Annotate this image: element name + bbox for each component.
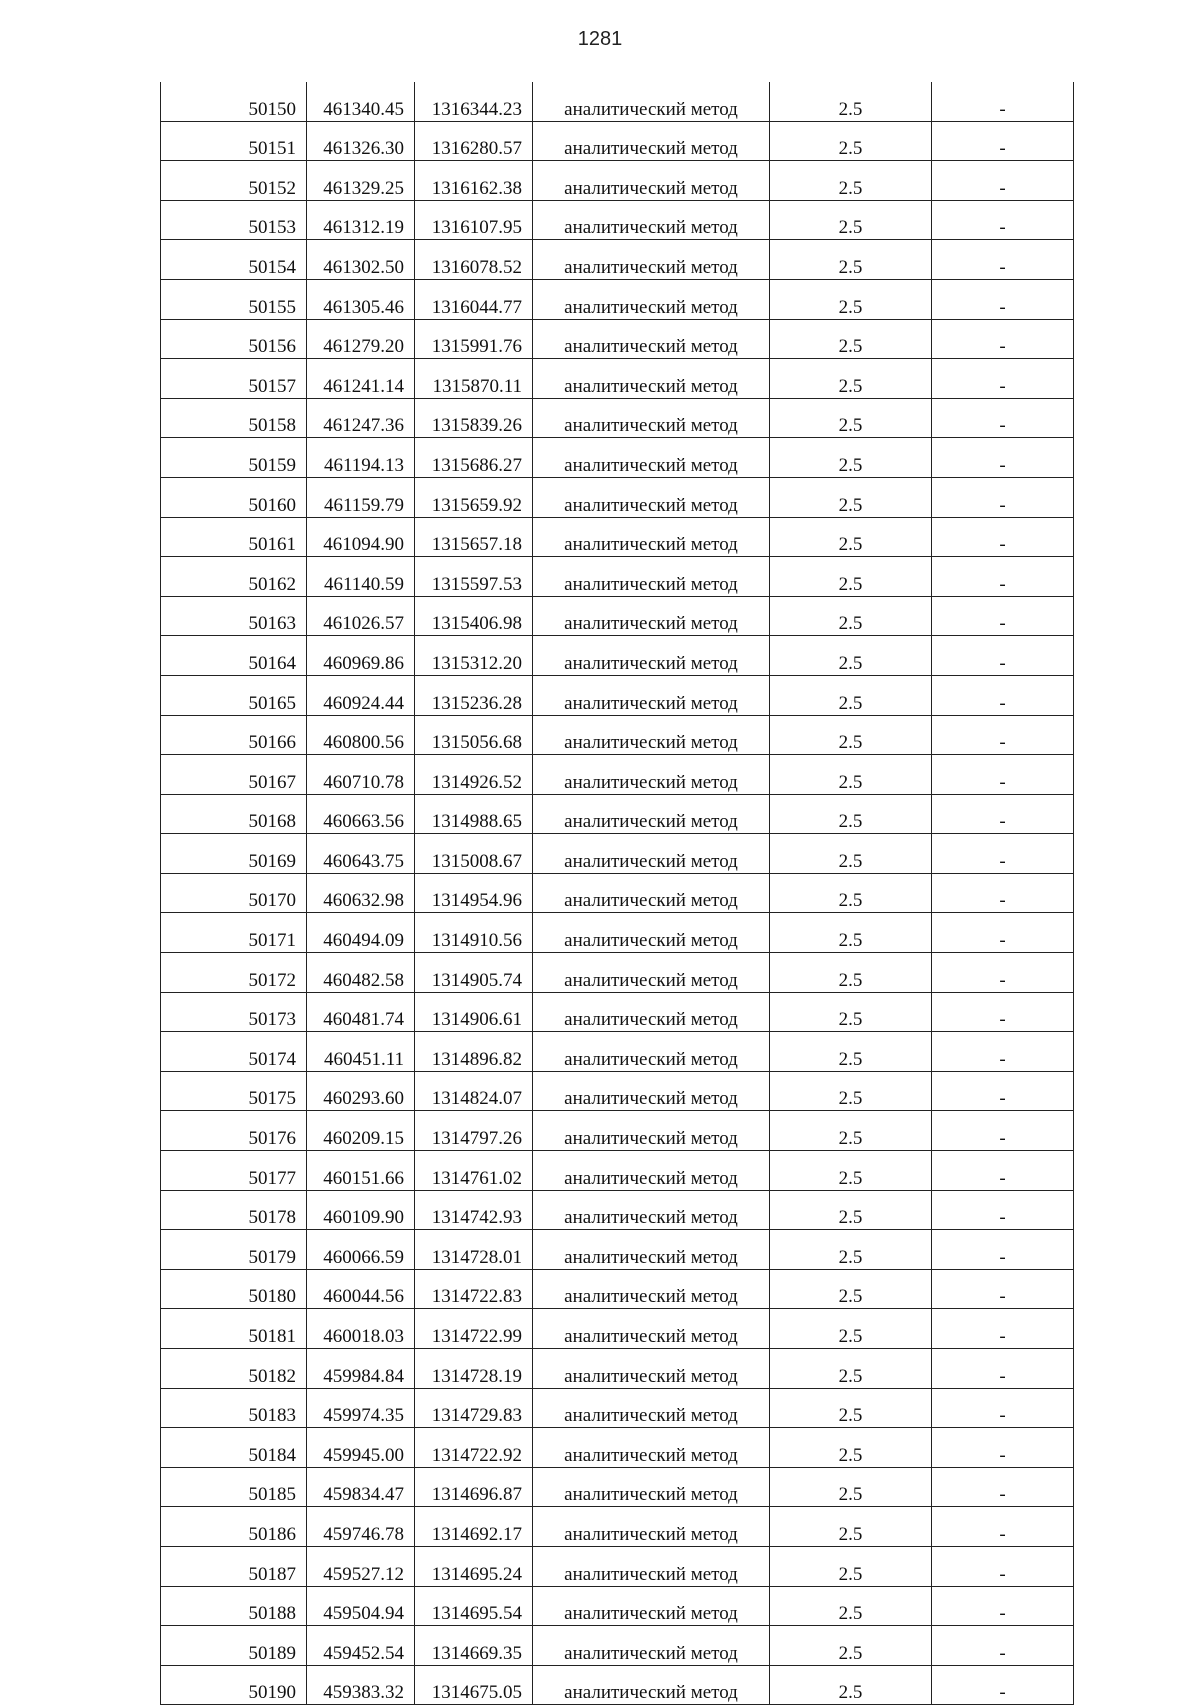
method-cell: аналитический метод [533,834,770,874]
x-coordinate-cell: 460800.56 [307,715,415,755]
x-coordinate-cell: 460293.60 [307,1071,415,1111]
x-coordinate-cell: 459383.32 [307,1665,415,1705]
point-number-cell: 50158 [161,398,307,438]
accuracy-cell: 2.5 [770,596,932,636]
method-cell: аналитический метод [533,1546,770,1586]
method-cell: аналитический метод [533,1388,770,1428]
table-row [161,834,1074,874]
method-cell: аналитический метод [533,1230,770,1270]
x-coordinate-cell: 461194.13 [307,438,415,478]
table-row [161,1032,1074,1072]
note-cell: - [932,992,1074,1032]
note-cell: - [932,1388,1074,1428]
y-coordinate-cell: 1314742.93 [415,1190,533,1230]
point-number-cell: 50173 [161,992,307,1032]
x-coordinate-cell: 461302.50 [307,240,415,280]
y-coordinate-cell: 1314722.92 [415,1428,533,1468]
point-number-cell: 50175 [161,1071,307,1111]
accuracy-cell: 2.5 [770,398,932,438]
x-coordinate-cell: 460018.03 [307,1309,415,1349]
table-row [161,1626,1074,1666]
note-cell: - [932,200,1074,240]
x-coordinate-cell: 461026.57 [307,596,415,636]
point-number-cell: 50159 [161,438,307,478]
method-cell: аналитический метод [533,992,770,1032]
note-cell: - [932,1309,1074,1349]
table-row [161,715,1074,755]
point-number-cell: 50151 [161,121,307,161]
point-number-cell: 50188 [161,1586,307,1626]
method-cell: аналитический метод [533,1349,770,1389]
table-row [161,953,1074,993]
method-cell: аналитический метод [533,596,770,636]
note-cell: - [932,1230,1074,1270]
note-cell: - [932,319,1074,359]
y-coordinate-cell: 1316162.38 [415,161,533,201]
method-cell: аналитический метод [533,200,770,240]
note-cell: - [932,1586,1074,1626]
point-number-cell: 50172 [161,953,307,993]
y-coordinate-cell: 1316078.52 [415,240,533,280]
accuracy-cell: 2.5 [770,873,932,913]
method-cell: аналитический метод [533,1586,770,1626]
table-row [161,1190,1074,1230]
point-number-cell: 50189 [161,1626,307,1666]
point-number-cell: 50153 [161,200,307,240]
y-coordinate-cell: 1314692.17 [415,1507,533,1547]
point-number-cell: 50162 [161,557,307,597]
note-cell: - [932,1467,1074,1507]
y-coordinate-cell: 1315991.76 [415,319,533,359]
point-number-cell: 50165 [161,675,307,715]
note-cell: - [932,1032,1074,1072]
point-number-cell: 50170 [161,873,307,913]
accuracy-cell: 2.5 [770,279,932,319]
x-coordinate-cell: 459945.00 [307,1428,415,1468]
y-coordinate-cell: 1315312.20 [415,636,533,676]
point-number-cell: 50167 [161,755,307,795]
x-coordinate-cell: 461340.45 [307,82,415,121]
y-coordinate-cell: 1315008.67 [415,834,533,874]
table-row [161,1151,1074,1191]
x-coordinate-cell: 460632.98 [307,873,415,913]
note-cell: - [932,1626,1074,1666]
accuracy-cell: 2.5 [770,517,932,557]
x-coordinate-cell: 460710.78 [307,755,415,795]
point-number-cell: 50186 [161,1507,307,1547]
method-cell: аналитический метод [533,557,770,597]
x-coordinate-cell: 461247.36 [307,398,415,438]
table-row [161,359,1074,399]
table-row [161,161,1074,201]
point-number-cell: 50180 [161,1269,307,1309]
point-number-cell: 50152 [161,161,307,201]
accuracy-cell: 2.5 [770,1586,932,1626]
accuracy-cell: 2.5 [770,557,932,597]
accuracy-cell: 2.5 [770,200,932,240]
method-cell: аналитический метод [533,1665,770,1705]
accuracy-cell: 2.5 [770,1349,932,1389]
table-row [161,1388,1074,1428]
x-coordinate-cell: 459984.84 [307,1349,415,1389]
method-cell: аналитический метод [533,1269,770,1309]
y-coordinate-cell: 1314954.96 [415,873,533,913]
table-row [161,794,1074,834]
table-row [161,398,1074,438]
y-coordinate-cell: 1315657.18 [415,517,533,557]
method-cell: аналитический метод [533,161,770,201]
table-row [161,1428,1074,1468]
x-coordinate-cell: 461329.25 [307,161,415,201]
note-cell: - [932,1546,1074,1586]
method-cell: аналитический метод [533,82,770,121]
note-cell: - [932,1151,1074,1191]
accuracy-cell: 2.5 [770,1428,932,1468]
note-cell: - [932,715,1074,755]
method-cell: аналитический метод [533,398,770,438]
y-coordinate-cell: 1316107.95 [415,200,533,240]
table-row [161,1111,1074,1151]
table-row [161,1349,1074,1389]
accuracy-cell: 2.5 [770,834,932,874]
point-number-cell: 50150 [161,82,307,121]
table-row [161,596,1074,636]
method-cell: аналитический метод [533,636,770,676]
method-cell: аналитический метод [533,121,770,161]
y-coordinate-cell: 1314910.56 [415,913,533,953]
point-number-cell: 50179 [161,1230,307,1270]
accuracy-cell: 2.5 [770,1151,932,1191]
y-coordinate-cell: 1315686.27 [415,438,533,478]
accuracy-cell: 2.5 [770,755,932,795]
accuracy-cell: 2.5 [770,953,932,993]
point-number-cell: 50190 [161,1665,307,1705]
accuracy-cell: 2.5 [770,1269,932,1309]
accuracy-cell: 2.5 [770,1230,932,1270]
table-row [161,240,1074,280]
accuracy-cell: 2.5 [770,121,932,161]
note-cell: - [932,636,1074,676]
x-coordinate-cell: 460643.75 [307,834,415,874]
table-row [161,1546,1074,1586]
table-row [161,1269,1074,1309]
note-cell: - [932,517,1074,557]
method-cell: аналитический метод [533,675,770,715]
point-number-cell: 50171 [161,913,307,953]
method-cell: аналитический метод [533,1151,770,1191]
table-row [161,873,1074,913]
method-cell: аналитический метод [533,755,770,795]
y-coordinate-cell: 1315406.98 [415,596,533,636]
x-coordinate-cell: 461241.14 [307,359,415,399]
y-coordinate-cell: 1314722.99 [415,1309,533,1349]
note-cell: - [932,834,1074,874]
x-coordinate-cell: 460481.74 [307,992,415,1032]
accuracy-cell: 2.5 [770,1507,932,1547]
x-coordinate-cell: 460451.11 [307,1032,415,1072]
x-coordinate-cell: 459452.54 [307,1626,415,1666]
y-coordinate-cell: 1314761.02 [415,1151,533,1191]
accuracy-cell: 2.5 [770,1190,932,1230]
y-coordinate-cell: 1315839.26 [415,398,533,438]
method-cell: аналитический метод [533,279,770,319]
y-coordinate-cell: 1314669.35 [415,1626,533,1666]
method-cell: аналитический метод [533,1071,770,1111]
accuracy-cell: 2.5 [770,1111,932,1151]
x-coordinate-cell: 460044.56 [307,1269,415,1309]
note-cell: - [932,477,1074,517]
y-coordinate-cell: 1314728.19 [415,1349,533,1389]
coordinates-table-body [161,82,1074,1705]
note-cell: - [932,1665,1074,1705]
method-cell: аналитический метод [533,1111,770,1151]
accuracy-cell: 2.5 [770,319,932,359]
note-cell: - [932,1071,1074,1111]
accuracy-cell: 2.5 [770,1309,932,1349]
point-number-cell: 50164 [161,636,307,676]
accuracy-cell: 2.5 [770,1388,932,1428]
accuracy-cell: 2.5 [770,913,932,953]
point-number-cell: 50160 [161,477,307,517]
accuracy-cell: 2.5 [770,1071,932,1111]
table-row [161,1586,1074,1626]
note-cell: - [932,438,1074,478]
accuracy-cell: 2.5 [770,240,932,280]
y-coordinate-cell: 1315236.28 [415,675,533,715]
point-number-cell: 50182 [161,1349,307,1389]
y-coordinate-cell: 1316344.23 [415,82,533,121]
note-cell: - [932,398,1074,438]
method-cell: аналитический метод [533,1626,770,1666]
x-coordinate-cell: 459974.35 [307,1388,415,1428]
point-number-cell: 50181 [161,1309,307,1349]
x-coordinate-cell: 460482.58 [307,953,415,993]
method-cell: аналитический метод [533,953,770,993]
x-coordinate-cell: 459527.12 [307,1546,415,1586]
x-coordinate-cell: 459504.94 [307,1586,415,1626]
table-row [161,279,1074,319]
x-coordinate-cell: 460969.86 [307,636,415,676]
y-coordinate-cell: 1314905.74 [415,953,533,993]
point-number-cell: 50184 [161,1428,307,1468]
table-row [161,1665,1074,1705]
method-cell: аналитический метод [533,517,770,557]
x-coordinate-cell: 460109.90 [307,1190,415,1230]
method-cell: аналитический метод [533,1507,770,1547]
point-number-cell: 50156 [161,319,307,359]
y-coordinate-cell: 1315659.92 [415,477,533,517]
y-coordinate-cell: 1315056.68 [415,715,533,755]
x-coordinate-cell: 461305.46 [307,279,415,319]
method-cell: аналитический метод [533,913,770,953]
point-number-cell: 50178 [161,1190,307,1230]
table-row [161,82,1074,121]
accuracy-cell: 2.5 [770,715,932,755]
x-coordinate-cell: 461140.59 [307,557,415,597]
y-coordinate-cell: 1314988.65 [415,794,533,834]
x-coordinate-cell: 461279.20 [307,319,415,359]
method-cell: аналитический метод [533,359,770,399]
point-number-cell: 50154 [161,240,307,280]
point-number-cell: 50166 [161,715,307,755]
point-number-cell: 50161 [161,517,307,557]
y-coordinate-cell: 1314696.87 [415,1467,533,1507]
method-cell: аналитический метод [533,715,770,755]
table-row [161,557,1074,597]
method-cell: аналитический метод [533,873,770,913]
accuracy-cell: 2.5 [770,1665,932,1705]
coordinates-table [160,82,1074,1705]
point-number-cell: 50169 [161,834,307,874]
y-coordinate-cell: 1314926.52 [415,755,533,795]
note-cell: - [932,1269,1074,1309]
accuracy-cell: 2.5 [770,359,932,399]
point-number-cell: 50157 [161,359,307,399]
x-coordinate-cell: 459834.47 [307,1467,415,1507]
y-coordinate-cell: 1314729.83 [415,1388,533,1428]
y-coordinate-cell: 1314896.82 [415,1032,533,1072]
accuracy-cell: 2.5 [770,438,932,478]
y-coordinate-cell: 1314728.01 [415,1230,533,1270]
table-row [161,1071,1074,1111]
x-coordinate-cell: 459746.78 [307,1507,415,1547]
table-row [161,200,1074,240]
accuracy-cell: 2.5 [770,1626,932,1666]
table-row [161,1230,1074,1270]
x-coordinate-cell: 461312.19 [307,200,415,240]
table-row [161,636,1074,676]
point-number-cell: 50185 [161,1467,307,1507]
method-cell: аналитический метод [533,1309,770,1349]
table-row [161,1507,1074,1547]
point-number-cell: 50177 [161,1151,307,1191]
note-cell: - [932,359,1074,399]
y-coordinate-cell: 1314797.26 [415,1111,533,1151]
table-row [161,1309,1074,1349]
y-coordinate-cell: 1315597.53 [415,557,533,597]
accuracy-cell: 2.5 [770,161,932,201]
x-coordinate-cell: 460663.56 [307,794,415,834]
x-coordinate-cell: 461326.30 [307,121,415,161]
page-number: 1281 [577,28,623,50]
method-cell: аналитический метод [533,794,770,834]
y-coordinate-cell: 1314824.07 [415,1071,533,1111]
note-cell: - [932,873,1074,913]
accuracy-cell: 2.5 [770,992,932,1032]
accuracy-cell: 2.5 [770,477,932,517]
note-cell: - [932,913,1074,953]
note-cell: - [932,1428,1074,1468]
note-cell: - [932,596,1074,636]
method-cell: аналитический метод [533,319,770,359]
table-row [161,913,1074,953]
table-row [161,438,1074,478]
accuracy-cell: 2.5 [770,636,932,676]
note-cell: - [932,121,1074,161]
note-cell: - [932,279,1074,319]
table-row [161,992,1074,1032]
x-coordinate-cell: 460924.44 [307,675,415,715]
note-cell: - [932,794,1074,834]
x-coordinate-cell: 460209.15 [307,1111,415,1151]
y-coordinate-cell: 1314675.05 [415,1665,533,1705]
note-cell: - [932,161,1074,201]
point-number-cell: 50183 [161,1388,307,1428]
point-number-cell: 50187 [161,1546,307,1586]
y-coordinate-cell: 1314695.24 [415,1546,533,1586]
point-number-cell: 50155 [161,279,307,319]
note-cell: - [932,1111,1074,1151]
x-coordinate-cell: 460066.59 [307,1230,415,1270]
table-row [161,121,1074,161]
note-cell: - [932,675,1074,715]
note-cell: - [932,1349,1074,1389]
method-cell: аналитический метод [533,240,770,280]
y-coordinate-cell: 1314906.61 [415,992,533,1032]
method-cell: аналитический метод [533,477,770,517]
note-cell: - [932,755,1074,795]
method-cell: аналитический метод [533,438,770,478]
accuracy-cell: 2.5 [770,794,932,834]
y-coordinate-cell: 1314695.54 [415,1586,533,1626]
accuracy-cell: 2.5 [770,1467,932,1507]
point-number-cell: 50176 [161,1111,307,1151]
point-number-cell: 50163 [161,596,307,636]
accuracy-cell: 2.5 [770,1546,932,1586]
note-cell: - [932,557,1074,597]
table-row [161,319,1074,359]
x-coordinate-cell: 461094.90 [307,517,415,557]
point-number-cell: 50174 [161,1032,307,1072]
table-row [161,517,1074,557]
y-coordinate-cell: 1316044.77 [415,279,533,319]
note-cell: - [932,82,1074,121]
note-cell: - [932,1507,1074,1547]
y-coordinate-cell: 1314722.83 [415,1269,533,1309]
accuracy-cell: 2.5 [770,82,932,121]
table-row [161,675,1074,715]
table-row [161,477,1074,517]
accuracy-cell: 2.5 [770,1032,932,1072]
method-cell: аналитический метод [533,1428,770,1468]
note-cell: - [932,1190,1074,1230]
method-cell: аналитический метод [533,1467,770,1507]
method-cell: аналитический метод [533,1190,770,1230]
x-coordinate-cell: 461159.79 [307,477,415,517]
method-cell: аналитический метод [533,1032,770,1072]
note-cell: - [932,240,1074,280]
y-coordinate-cell: 1316280.57 [415,121,533,161]
point-number-cell: 50168 [161,794,307,834]
note-cell: - [932,953,1074,993]
accuracy-cell: 2.5 [770,675,932,715]
table-row [161,755,1074,795]
table-row [161,1467,1074,1507]
x-coordinate-cell: 460151.66 [307,1151,415,1191]
x-coordinate-cell: 460494.09 [307,913,415,953]
y-coordinate-cell: 1315870.11 [415,359,533,399]
